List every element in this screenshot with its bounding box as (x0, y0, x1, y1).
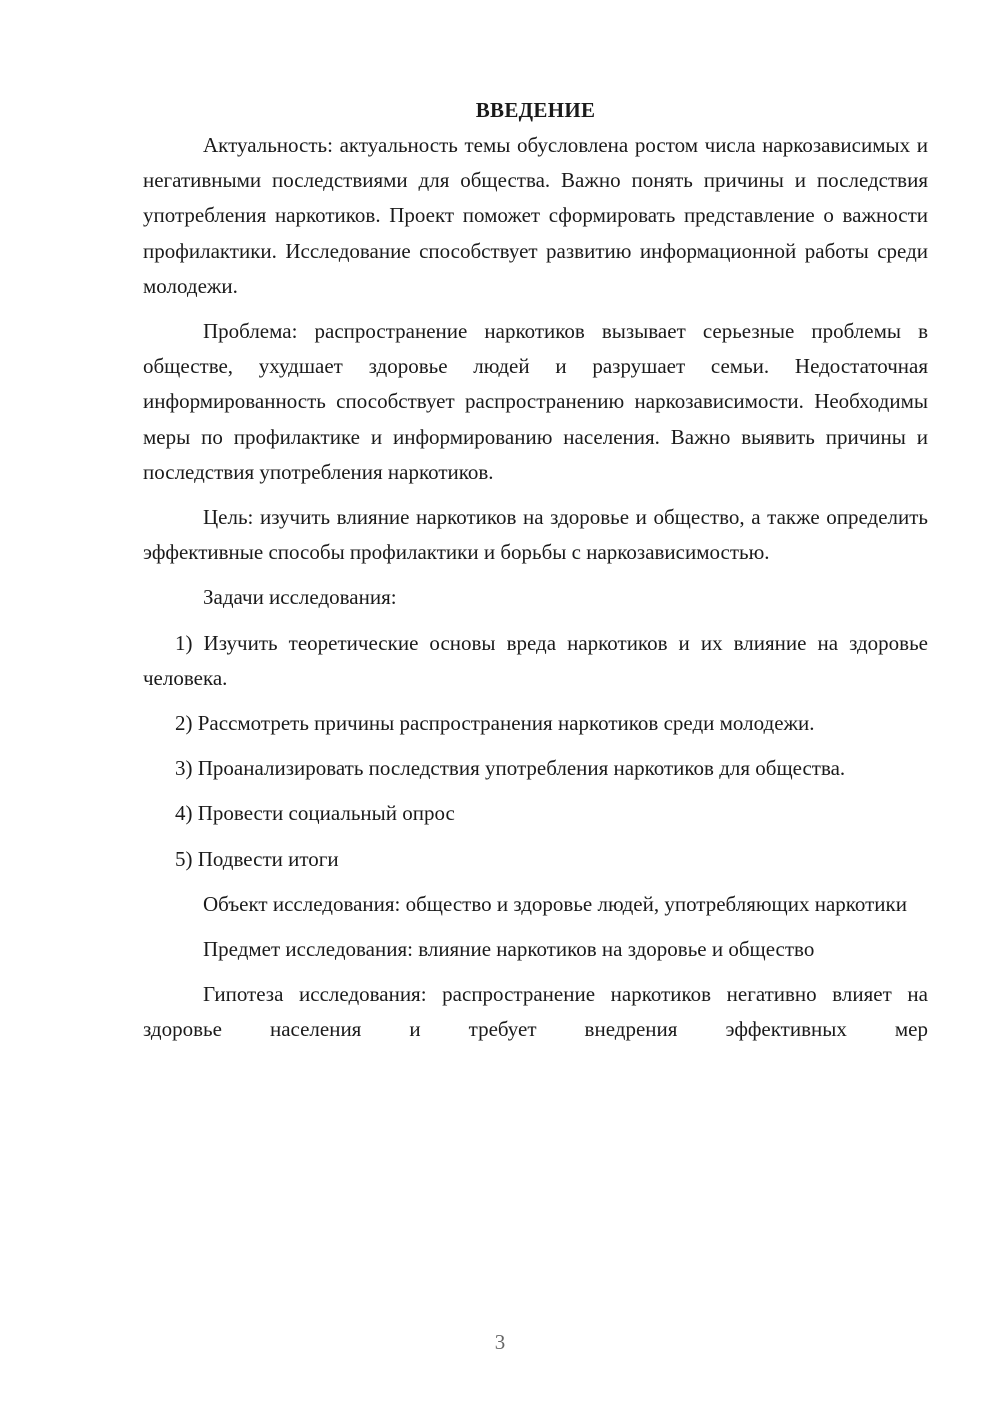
list-item: 1) Изучить теоретические основы вреда наркотиков и их влияние на здоровье человека. (143, 630, 928, 690)
paragraph-object: Объект исследования: общество и здоровье людей, употребляющих наркотики (203, 891, 907, 916)
paragraph-relevance: Актуальность: актуальность темы обусловлена ростом числа наркозависимых и негативными последствиями для общества. Важно понять причины и последствия употребления наркотиков. Проект поможет сформировать представление о важности профилактики. Исследование способствует развитию информационной работы среди молодежи. (143, 133, 928, 298)
list-item: 2) Рассмотреть причины распространения наркотиков среди молодежи. (175, 711, 815, 736)
tasks-heading: Задачи исследования: (203, 585, 397, 610)
list-item: 3) Проанализировать последствия употребления наркотиков для общества. (175, 756, 846, 781)
page-number: 3 (494, 1330, 506, 1354)
list-item: 5) Подвести итоги (175, 846, 339, 871)
paragraph-subject: Предмет исследования: влияние наркотиков на здоровье и общество (203, 937, 815, 962)
list-item: 4) Провести социальный опрос (175, 801, 455, 826)
paragraph-goal: Цель: изучить влияние наркотиков на здоровье и общество, а также определить эффективные способы профилактики и борьбы с наркозависимостью. (143, 505, 928, 565)
page-title: ВВЕДЕНИЕ (475, 98, 596, 122)
paragraph-hypothesis: Гипотеза исследования: распространение наркотиков негативно влияет на здоровье населения и требует внедрения эффективных мер (143, 982, 928, 1042)
paragraph-problem: Проблема: распространение наркотиков вызывает серьезные проблемы в обществе, ухудшает здоровье людей и разрушает семьи. Недостаточная информированность способствует распространению наркозависимости. Необходимы меры по профилактике и информированию населения. Важно выявить причины и последствия употребления наркотиков. (143, 319, 928, 484)
page-content (143, 93, 928, 1058)
